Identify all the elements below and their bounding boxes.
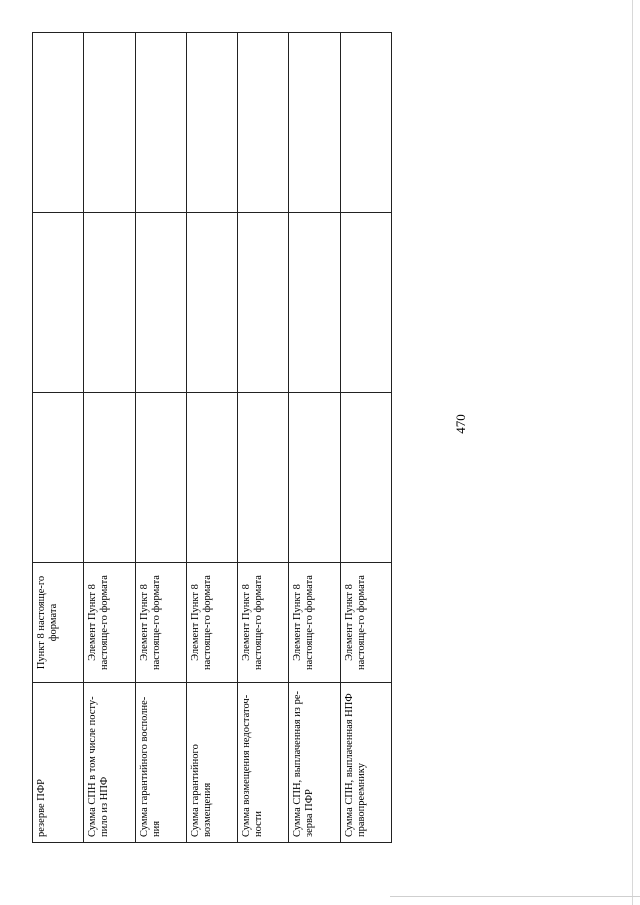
row-source-cell: Элемент Пункт 8 настояще-го формата bbox=[186, 563, 237, 683]
row-source-cell: Пункт 8 настояще-го формата bbox=[33, 563, 84, 683]
table-row bbox=[289, 33, 340, 843]
row-source-cell: Элемент Пункт 8 настояще-го формата bbox=[135, 563, 186, 683]
empty-cell bbox=[340, 33, 391, 213]
empty-cell bbox=[289, 393, 340, 563]
empty-cell bbox=[238, 393, 289, 563]
empty-cell bbox=[186, 33, 237, 213]
page-number: 470 bbox=[453, 414, 468, 434]
empty-cell bbox=[84, 213, 135, 393]
table-row bbox=[135, 33, 186, 843]
empty-cell bbox=[289, 213, 340, 393]
empty-cell bbox=[340, 213, 391, 393]
empty-cell bbox=[340, 393, 391, 563]
table-row bbox=[84, 33, 135, 843]
empty-cell bbox=[238, 33, 289, 213]
empty-cell bbox=[33, 213, 84, 393]
empty-cell bbox=[186, 213, 237, 393]
empty-cell bbox=[135, 33, 186, 213]
rotated-table-wrapper bbox=[32, 33, 392, 843]
empty-cell bbox=[33, 33, 84, 213]
row-name-cell: Сумма СПН, выплаченная из ре-зерва ПФР bbox=[289, 683, 340, 843]
empty-cell bbox=[289, 33, 340, 213]
empty-cell bbox=[135, 393, 186, 563]
scan-edge-line bbox=[390, 896, 640, 897]
table-row bbox=[33, 33, 84, 843]
row-name-cell: Сумма СПН в том числе посту-пило из НПФ bbox=[84, 683, 135, 843]
row-source-cell: Элемент Пункт 8 настояще-го формата bbox=[289, 563, 340, 683]
empty-cell bbox=[238, 213, 289, 393]
empty-cell bbox=[186, 393, 237, 563]
table-row bbox=[340, 33, 391, 843]
row-name-cell: Сумма гарантийного восполне-ния bbox=[135, 683, 186, 843]
table-row bbox=[238, 33, 289, 843]
empty-cell bbox=[135, 213, 186, 393]
data-table bbox=[32, 32, 392, 843]
empty-cell bbox=[33, 393, 84, 563]
table-row bbox=[186, 33, 237, 843]
row-source-cell: Элемент Пункт 8 настояще-го формата bbox=[340, 563, 391, 683]
empty-cell bbox=[84, 33, 135, 213]
row-source-cell: Элемент Пункт 8 настояще-го формата bbox=[238, 563, 289, 683]
row-name-cell: Сумма гарантийного возмещения bbox=[186, 683, 237, 843]
row-source-cell: Элемент Пункт 8 настояще-го формата bbox=[84, 563, 135, 683]
row-name-cell: Сумма СПН, выплаченная НПФ правопреемнику bbox=[340, 683, 391, 843]
empty-cell bbox=[84, 393, 135, 563]
scan-edge-line bbox=[632, 0, 633, 905]
row-name-cell: Сумма возмещения недостаточ-ности bbox=[238, 683, 289, 843]
row-name-cell: резерве ПФР bbox=[33, 683, 84, 843]
